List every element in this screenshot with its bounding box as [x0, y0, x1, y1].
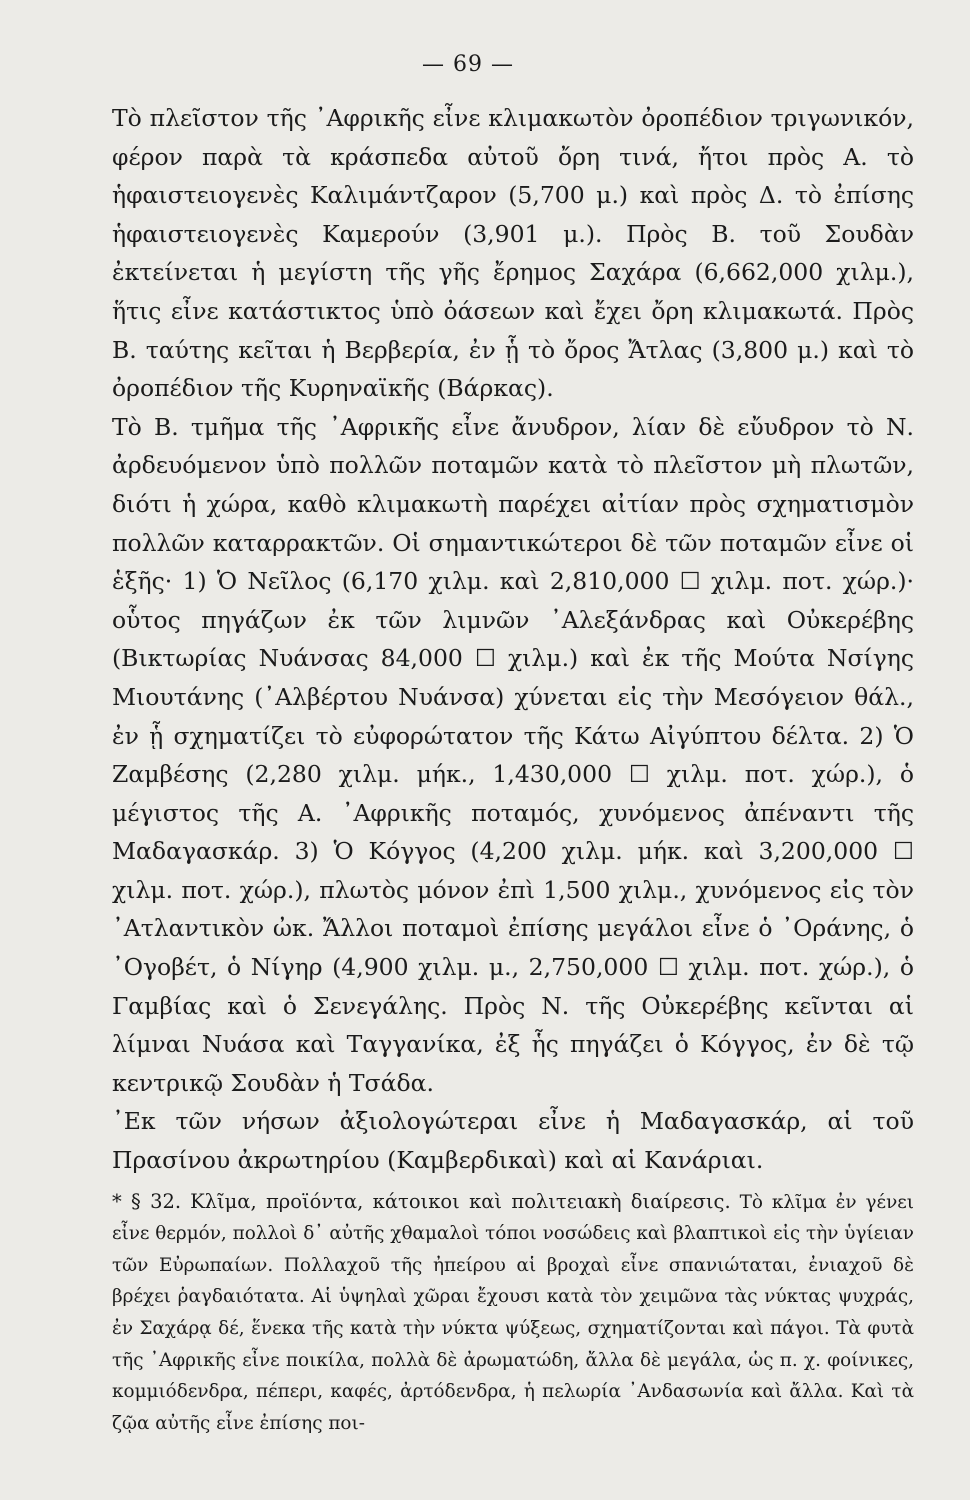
- page-number: — 69 —: [422, 52, 514, 77]
- section-32-paragraph: [112, 1186, 914, 1440]
- section-heading: Κλῖμα, προϊόντα, κάτοικοι καὶ πολιτειακὴ διαίρεσις.: [190, 1189, 731, 1213]
- section-marker: * § 32.: [112, 1189, 182, 1213]
- section-32: [112, 1186, 914, 1440]
- paragraph-rivers: Τὸ Β. τμῆμα τῆς ᾿Αφρικῆς εἶνε ἄνυδρον, λίαν δὲ εὔυδρον τὸ Ν. ἀρδευόμενον ὑπὸ πολλῶν ποταμῶν κατὰ τὸ πλεῖστον μὴ πλωτῶν, διότι ἡ χώρα, καθὸ κλιμακωτὴ παρέχει αἰτίαν πρὸς σχηματισμὸν πολλῶν καταρρακτῶν. Οἱ σημαντικώτεροι δὲ τῶν ποταμῶν εἶνε οἱ ἑξῆς· 1) Ὁ Νεῖλος (6,170 χιλμ. καὶ 2,810,000 ☐ χιλμ. ποτ. χώρ.)· οὗτος πηγάζων ἐκ τῶν λιμνῶν ᾿Αλεξάνδρας καὶ Οὐκερέβης (Βικτωρίας Νυάνσας 84,000 ☐ χιλμ.) καὶ ἐκ τῆς Μούτα Νσίγης Μιουτάνης (᾿Αλβέρτου Νυάνσα) χύνεται εἰς τὴν Μεσόγειον θάλ., ἐν ᾗ σχηματίζει τὸ εὐφορώτατον τῆς Κάτω Αἰγύπτου δέλτα. 2) Ὁ Ζαμβέσης (2,280 χιλμ. μήκ., 1,430,000 ☐ χιλμ. ποτ. χώρ.), ὁ μέγιστος τῆς Α. ᾿Αφρικῆς ποταμός, χυνόμενος ἀπέναντι τῆς Μαδαγασκάρ. 3) Ὁ Κόγγος (4,200 χιλμ. μήκ. καὶ 3,200,000 ☐ χιλμ. ποτ. χώρ.), πλωτὸς μόνον ἐπὶ 1,500 χιλμ., χυνόμενος εἰς τὸν ᾿Ατλαντικὸν ὠκ. Ἄλλοι ποταμοὶ ἐπίσης μεγάλοι εἶνε ὁ ᾿Οράνης, ὁ ᾿Ογοβέτ, ὁ Νίγηρ (4,900 χιλμ. μ., 2,750,000 ☐ χιλμ. ποτ. χώρ.), ὁ Γαμβίας καὶ ὁ Σενεγάλης. Πρὸς Ν. τῆς Οὐκερέβης κεῖνται αἱ λίμναι Νυάσα καὶ Ταγγανίκα, ἐξ ἧς πηγάζει ὁ Κόγγος, ἐν δὲ τῷ κεντρικῷ Σουδὰν ἡ Τσάδα.: [112, 412, 914, 1097]
- section-text: Τὸ κλῖμα ἐν γένει εἶνε θερμόν, πολλοὶ δ᾿ αὐτῆς χθαμαλοὶ τόποι νοσώδεις καὶ βλαπτικοὶ εἰς τὴν ὑγίειαν τῶν Εὐρωπαίων. Πολλαχοῦ τῆς ἠπείρου αἱ βροχαὶ εἶνε σπανιώταται, ἐνιαχοῦ δὲ βρέχει ῥαγδαιότατα. Αἱ ὑψηλαὶ χῶραι ἔχουσι κατὰ τὸν χειμῶνα τὰς νύκτας ψυχράς, ἐν Σαχάρᾳ δέ, ἕνεκα τῆς κατὰ τὴν νύκτα ψύξεως, σχηματίζονται καὶ πάγοι. Τὰ φυτὰ τῆς ᾿Αφρικῆς εἶνε ποικίλα, πολλὰ δὲ ἀρωματώδη, ἄλλα δὲ μεγάλα, ὡς π. χ. φοίνικες, κομμιόδενδρα, πέπερι, καφές, ἀρτόδενδρα, ἡ πελωρία ᾿Ανδασωνία καὶ ἄλλα. Καὶ τὰ ζῷα αὐτῆς εἶνε ἐπίσης ποι-: [112, 1191, 914, 1434]
- paragraph-islands: ᾿Εκ τῶν νήσων ἀξιολογώτεραι εἶνε ἡ Μαδαγασκάρ, αἱ τοῦ Πρασίνου ἀκρωτηρίου (Καμβερδικαὶ) καὶ αἱ Κανάριαι.: [112, 1107, 914, 1175]
- main-text: [112, 99, 914, 1180]
- paragraph-relief: Τὸ πλεῖστον τῆς ᾿Αφρικῆς εἶνε κλιμακωτὸν ὀροπέδιον τριγωνικόν, φέρον παρὰ τὰ κράσπεδα αὐτοῦ ὄρη τινά, ἤτοι πρὸς Α. τὸ ἡφαιστειογενὲς Καλιμάντζαρον (5,700 μ.) καὶ πρὸς Δ. τὸ ἐπίσης ἡφαιστειογενὲς Καμερούν (3,901 μ.). Πρὸς Β. τοῦ Σουδὰν ἐκτείνεται ἡ μεγίστη τῆς γῆς ἔρημος Σαχάρα (6,662,000 χιλμ.), ἥτις εἶνε κατάστικτος ὑπὸ ὀάσεων καὶ ἔχει ὄρη κλιμακωτά. Πρὸς Β. ταύτης κεῖται ἡ Βερβερία, ἐν ᾗ τὸ ὄρος Ἄτλας (3,800 μ.) καὶ τὸ ὀροπέδιον τῆς Κυρηναϊκῆς (Βάρκας).: [112, 104, 914, 403]
